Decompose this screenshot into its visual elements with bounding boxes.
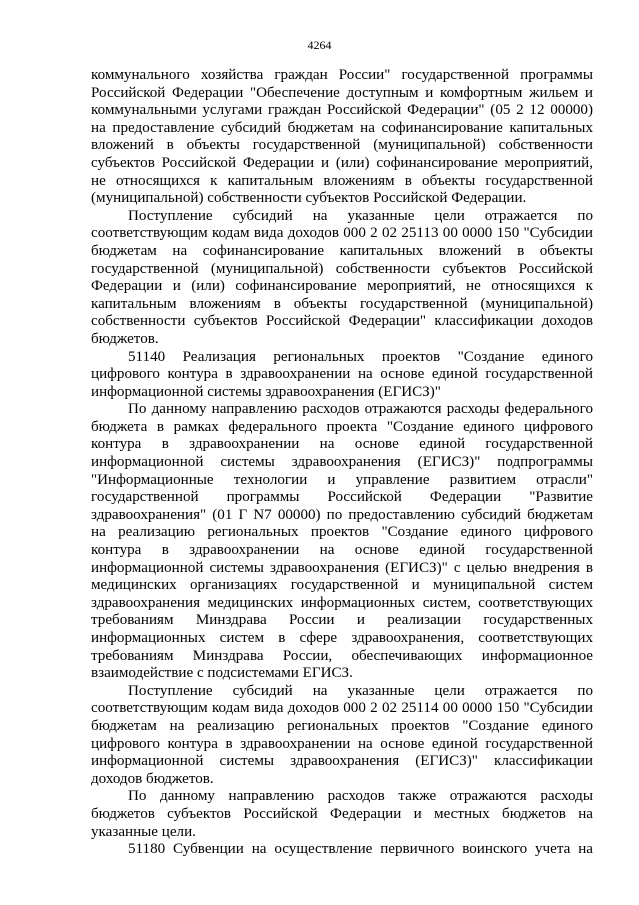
paragraph: Поступление субсидий на указанные цели отражается по соответствующим кодам вида доходов 000 2 02 25114 00 0000 150 "Субсидии бюджетам на реализацию региональных проектов "Создание единого цифрового контура в здравоохранении на основе единой государственной информационной системы здравоохранения (ЕГИСЗ)" классификации доходов бюджетов. xyxy=(91,682,593,787)
paragraph: Поступление субсидий на указанные цели отражается по соответствующим кодам вида доходов 000 2 02 25113 00 0000 150 "Субсидии бюджетам на софинансирование капитальных вложений в объекты государственной (муниципальной) собственности субъектов Российской Федерации и (или) софинансирование мероприятий, не относящихся к капитальным вложениям в объекты государственной (муниципальной) собственности субъектов Российской Федерации" классификации доходов бюджетов. xyxy=(91,207,593,347)
paragraph: 51140 Реализация региональных проектов "Создание единого цифрового контура в здравоохранении на основе единой государственной информационной системы здравоохранения (ЕГИСЗ)" xyxy=(91,348,593,400)
page-number: 4264 xyxy=(307,38,332,52)
paragraph: 51180 Субвенции на осуществление первичного воинского учета на xyxy=(128,841,593,858)
paragraph: По данному направлению расходов отражаются расходы федерального бюджета в рамках федерального проекта "Создание единого цифрового контура в здравоохранении на основе единой государственной информационной системы здравоохранения (ЕГИСЗ)" подпрограммы "Информационные технологии и управление развитием отрасли" государственной программы Российской Федерации "Развитие здравоохранения" (01 Г N7 00000) по предоставлению субсидий бюджетам на реализацию региональных проектов "Создание единого цифрового контура в здравоохранении на основе единой государственной информационной системы здравоохранения (ЕГИСЗ)" с целью внедрения в медицинских организациях государственной и муниципальной систем здравоохранения медицинских информационных систем, соответствующих требованиям Минздрава России и реализации государственных информационных систем в сфере здравоохранения, соответствующих требованиям Минздрава России, обеспечивающих информационное взаимодействие с подсистемами ЕГИСЗ. xyxy=(91,401,593,682)
paragraph: коммунального хозяйства граждан России" государственной программы Российской Федерации "Обеспечение доступным и комфортным жильем и коммунальными услугами граждан Российской Федерации" (05 2 12 00000) на предоставление субсидий бюджетам на софинансирование капитальных вложений в объекты государственной (муниципальной) собственности субъектов Российской Федерации и (или) софинансирование мероприятий, не относящихся к капитальным вложениям в объекты государственной (муниципальной) собственности субъектов Российской Федерации. xyxy=(91,67,593,207)
paragraph: По данному направлению расходов также отражаются расходы бюджетов субъектов Российской Федерации и местных бюджетов на указанные цели. xyxy=(91,788,593,840)
document-body xyxy=(91,67,593,859)
